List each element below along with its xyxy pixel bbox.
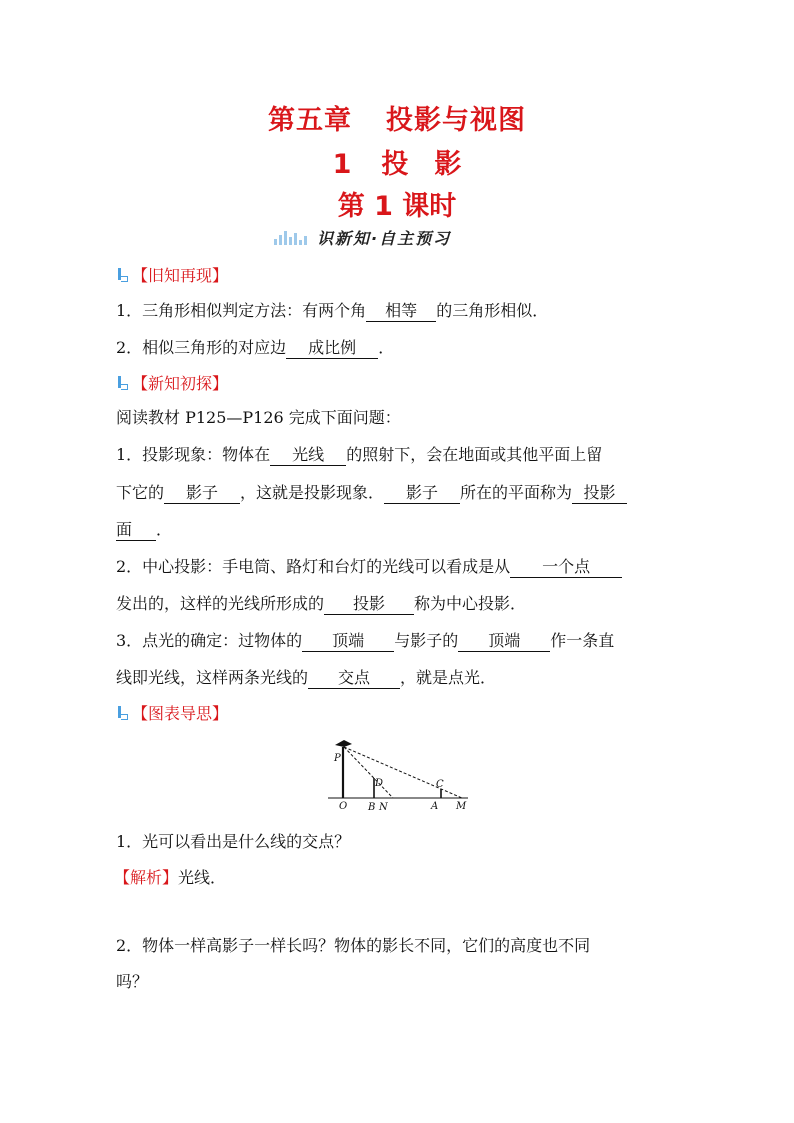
section-chart-guide	[116, 700, 228, 724]
section-new-knowledge	[116, 370, 228, 394]
answer-blank: 面	[116, 520, 156, 541]
answer-blank: 光线	[270, 445, 346, 466]
new-p3-line2: 线即光线，这样两条光线的 交点 ，就是点光．	[116, 668, 497, 687]
section-title	[0, 142, 794, 181]
section-name-2: 影	[434, 149, 462, 180]
answer-blank: 成比例	[286, 338, 378, 359]
answer-blank: 影子	[384, 483, 460, 504]
label-n: N	[379, 802, 388, 813]
chapter-number: 第五章	[268, 105, 352, 136]
label-c: C	[436, 779, 444, 790]
section-label: 【新知初探】	[132, 373, 229, 393]
section-label: 【旧知再现】	[132, 265, 229, 285]
reading-instruction: 阅读教材 P125—P126 完成下面问题：	[116, 408, 401, 427]
guide-q2-line1: 2．物体一样高影子一样长吗？物体的影长不同，它们的高度也不同	[116, 936, 591, 955]
label-d: D	[375, 778, 384, 789]
analysis-tag: 【解析】	[114, 868, 179, 887]
answer-blank: 一个点	[510, 557, 622, 578]
old-q1: 1．三角形相似判定方法：有两个角 相等 的三角形相似．	[116, 301, 549, 320]
new-p2-line2: 发出的，这样的光线所形成的 投影 称为中心投影．	[116, 594, 527, 613]
lesson-title: 第 1 课时	[337, 191, 457, 222]
guide-q1: 1．光可以看出是什么线的交点？	[116, 832, 351, 851]
bookmark-icon	[116, 375, 128, 389]
label-a: A	[431, 801, 439, 812]
new-p1-line3: 面 ．	[116, 520, 173, 539]
chapter-title	[0, 98, 794, 137]
answer-blank: 相等	[366, 301, 436, 322]
new-p2-line1: 2．中心投影：手电筒、路灯和台灯的光线可以看成是从 一个点	[116, 555, 678, 579]
light-ray-short	[344, 747, 393, 798]
guide-q1-answer: 【解析】光线．	[114, 868, 227, 887]
section-name-1: 投	[381, 149, 409, 180]
section-number: 1	[332, 149, 352, 180]
answer-blank: 顶端	[302, 631, 394, 652]
label-b: B	[368, 802, 376, 813]
label-o: O	[339, 801, 348, 812]
guide-q2-line2: 吗？	[116, 972, 149, 991]
bookmark-icon	[116, 705, 128, 719]
new-p3-line1: 3．点光的确定：过物体的 顶端 与影子的 顶端 作一条直	[116, 631, 615, 650]
banner-bars-icon	[274, 229, 307, 245]
bookmark-icon	[116, 267, 128, 281]
label-m: M	[456, 801, 467, 812]
answer-blank: 投影	[324, 594, 414, 615]
lamp-icon	[335, 740, 352, 747]
new-p1-line1: 1．投影现象：物体在 光线 的照射下，会在地面或其他平面上留	[116, 445, 603, 464]
answer-blank: 顶端	[458, 631, 550, 652]
preview-banner	[274, 226, 451, 248]
banner-text: 识新知·自主预习	[317, 228, 452, 248]
answer-blank: 投影	[572, 483, 627, 504]
projection-diagram	[322, 737, 472, 817]
new-p1-line2: 下它的 影子 ，这就是投影现象． 影子 所在的平面称为 投影	[116, 481, 678, 505]
chapter-name: 投影与视图	[386, 105, 526, 136]
section-old-knowledge	[116, 262, 228, 286]
answer-blank: 影子	[164, 483, 240, 504]
section-label: 【图表导思】	[132, 703, 229, 723]
old-q2: 2．相似三角形的对应边 成比例 ．	[116, 338, 395, 357]
label-p: P	[334, 753, 341, 764]
answer-blank: 交点	[308, 668, 400, 689]
light-ray-long	[344, 747, 462, 798]
